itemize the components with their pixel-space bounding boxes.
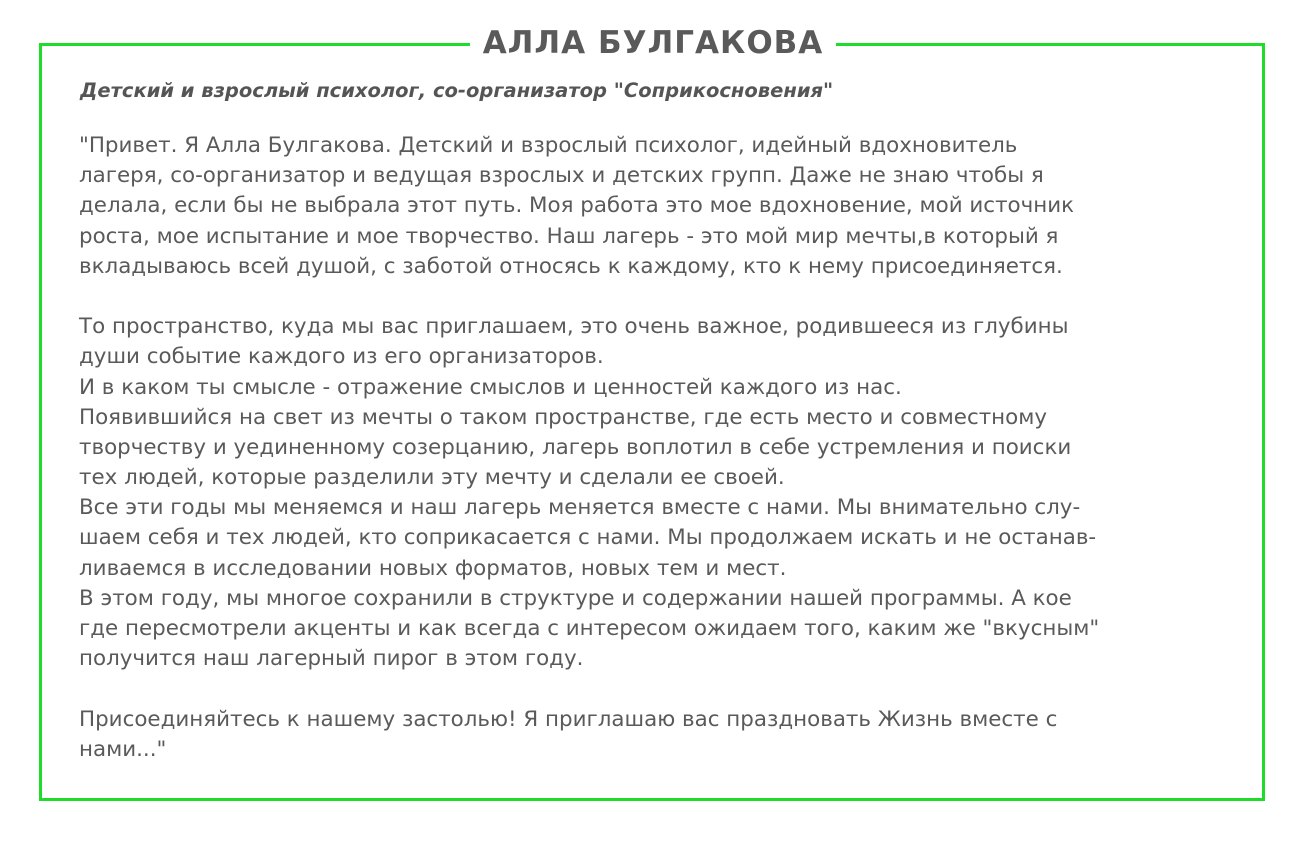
text-line: В этом году, мы многое сохранили в структуре и содержании нашей программы. А кое [79, 585, 1072, 611]
text-line: делала, если бы не выбрала этот путь. Моя работа это мое вдохновение, мой источник [79, 193, 1075, 219]
text-line: творчеству и уединенному созерцанию, лагерь воплотил в себе устремления и поиски [79, 434, 1072, 460]
paragraph-intro [79, 131, 1244, 282]
paragraph-gap [79, 282, 1244, 312]
page-subtitle: Детский и взрослый психолог, со-организатор "Соприкосновения" [80, 79, 834, 102]
text-line: То пространство, куда мы вас приглашаем, это очень важное, родившееся из глубины [79, 314, 1069, 340]
text-line: где пересмотрели акценты и как всегда с интересом ожидаем того, каким же "вкусным" [79, 616, 1100, 641]
text-line: Появившийся на свет из мечты о таком пространстве, где есть место и совместному [79, 404, 1048, 430]
text-line: шаем себя и тех людей, кто соприкасается с нами. Мы продолжаем искать и не останав- [79, 525, 1097, 551]
paragraph-invite [79, 705, 1244, 765]
paragraph-gap [79, 674, 1244, 704]
text-line: лагеря, со-организатор и ведущая взрослых и детских групп. Даже не знаю чтобы я [79, 163, 1044, 189]
text-line: вкладываюсь всей душой, с заботой относясь к каждому, кто к нему присоединяется. [79, 253, 1063, 279]
text-line: души событие каждого из его организаторов. [79, 344, 604, 370]
page-title: АЛЛА БУЛГАКОВА [470, 22, 836, 64]
text-line: "Привет. Я Алла Булгакова. Детский и взрослый психолог, идейный вдохновитель [79, 133, 1018, 158]
text-line: нами..." [79, 736, 167, 762]
text-line: роста, мое испытание и мое творчество. Наш лагерь - это мой мир мечты,в который я [79, 223, 1059, 249]
text-line: получится наш лагерный пирог в этом году. [79, 646, 584, 672]
text-line: И в каком ты смысле - отражение смыслов и ценностей каждого из нас. [79, 374, 902, 400]
text-line: ливаемся в исследовании новых форматов, новых тем и мест. [79, 555, 787, 581]
text-line: тех людей, которые разделили эту мечту и сделали ее своей. [79, 465, 785, 491]
paragraph-space [79, 312, 1244, 674]
bio-text [79, 131, 1244, 765]
text-line: Все эти годы мы меняемся и наш лагерь меняется вместе с нами. Мы внимательно слу- [79, 495, 1081, 521]
text-line: Присоединяйтесь к нашему застолью! Я приглашаю вас праздновать Жизнь вместе с [79, 706, 1058, 732]
